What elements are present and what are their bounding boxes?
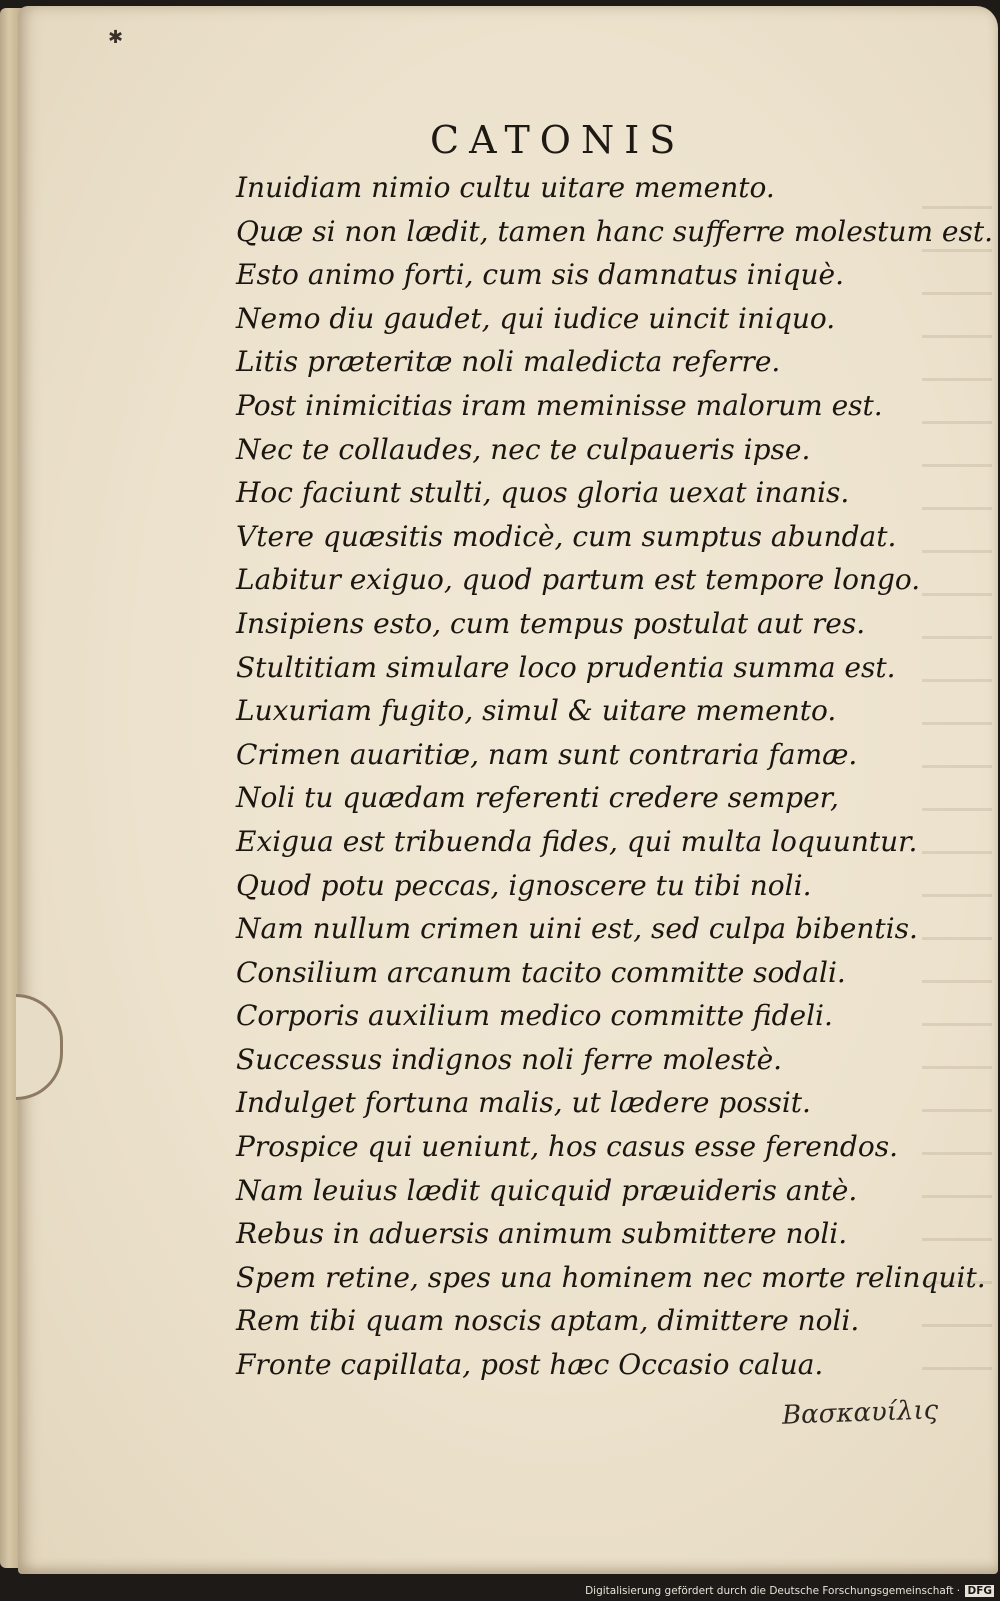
verse-line: Esto animo forti, cum sis damnatus iniquè. xyxy=(236,258,845,292)
verse-line: Rebus in aduersis animum submittere noli. xyxy=(236,1217,848,1251)
verse-line: Insipiens esto, cum tempus postulat aut res. xyxy=(236,606,866,640)
verse-line: Stultitiam simulare loco prudentia summa est. xyxy=(236,650,896,684)
verse-line: Labitur exiguo, quod partum est tempore longo. xyxy=(236,563,921,597)
handwritten-signature: Βασκαυίλις xyxy=(781,1395,939,1431)
verse-line: Hoc faciunt stulti, quos gloria uexat inanis. xyxy=(236,476,850,510)
credit-text: Digitalisierung gefördert durch die Deutsche Forschungsgemeinschaft · xyxy=(585,1585,961,1597)
verse-line: Fronte capillata, post hæc Occasio calua. xyxy=(236,1348,824,1382)
verse-line: Luxuriam fugito, simul & uitare memento. xyxy=(236,694,837,728)
verse-line: Quod potu peccas, ignoscere tu tibi noli. xyxy=(236,868,812,902)
verse-line: Consilium arcanum tacito committe sodali. xyxy=(236,955,846,989)
verse-line: Prospice qui ueniunt, hos casus esse ferendos. xyxy=(236,1130,898,1164)
verse-line: Successus indignos noli ferre molestè. xyxy=(236,1042,783,1076)
verse-line: Exigua est tribuenda fides, qui multa loquuntur. xyxy=(236,824,918,858)
running-head: CATONIS xyxy=(430,118,686,162)
book-clasp xyxy=(16,994,63,1100)
printer-ornament-icon: ✱ xyxy=(108,27,124,48)
verse-line: Inuidiam nimio cultu uitare memento. xyxy=(236,171,775,204)
dfg-logo: DFG xyxy=(967,1585,992,1597)
verse-line: Spem retine, spes una hominem nec morte relinquit. xyxy=(236,1260,986,1294)
verse-line: Nec te collaudes, nec te culpaueris ipse. xyxy=(236,432,811,466)
verse-line: Nam nullum crimen uini est, sed culpa bibentis. xyxy=(236,912,918,946)
verse-line: Noli tu quædam referenti credere semper, xyxy=(236,781,839,815)
verse-line: Crimen auaritiæ, nam sunt contraria famæ. xyxy=(236,737,858,771)
verse-line: Nam leuius lædit quicquid præuideris antè. xyxy=(236,1173,858,1207)
verse-line: Vtere quæsitis modicè, cum sumptus abundat. xyxy=(236,519,897,553)
verse-line: Post inimicitias iram meminisse malorum est. xyxy=(236,388,883,422)
verse-line: Indulget fortuna malis, ut lædere possit. xyxy=(236,1086,811,1120)
verse-line: Nemo diu gaudet, qui iudice uincit iniquo. xyxy=(236,301,836,335)
verse-list xyxy=(236,166,993,1387)
verse-line: Litis præteritæ noli maledicta referre. xyxy=(236,345,781,379)
digitization-credit xyxy=(585,1585,994,1597)
verse-line: Quæ si non lædit, tamen hanc sufferre molestum est. xyxy=(236,214,993,248)
verse-line: Rem tibi quam noscis aptam, dimittere noli. xyxy=(236,1304,860,1338)
verse-line: Corporis auxilium medico committe fideli. xyxy=(236,999,833,1033)
